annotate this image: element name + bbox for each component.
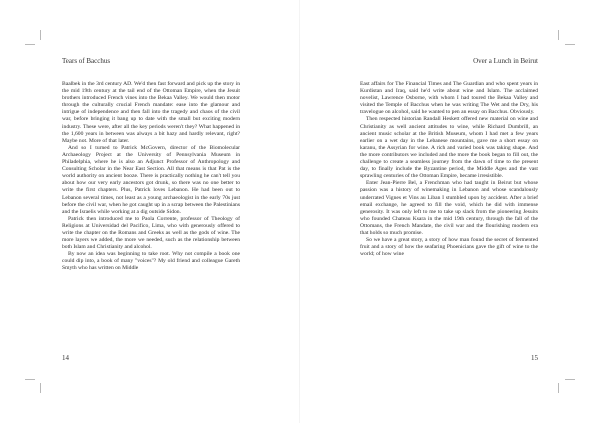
running-head: Over a Lunch in Beirut	[473, 57, 538, 65]
body-text	[62, 81, 240, 273]
body-text	[360, 81, 538, 258]
crop-mark	[565, 44, 575, 45]
paragraph: And so I turned to Patrick McGovern, director of the Biomolecular Archaeology Project at the University of Pennsylvania Museum in Philadelphia, where he is also an Adjunct Professor of Anthropology and Consulting Scholar in the Near East Section. All that means is that Pat is the world authority on ancient booze. There is practically nothing he can't tell you about how our very early ancestors got drunk, so there was no one better to write the first chapters. Plus, Patrick loves Lebanon. He had been out to Lebanon several times, not least as a young archaeologist in the early 70s just before the civil war, when he got caught up in a scrap between the Palestinians and the Israelis while working at a dig outside Sidon.	[62, 144, 240, 215]
paragraph: East affairs for The Financial Times and The Guardian and who spent years in Kurdistan and Iraq, said he'd write about wine and Islam. The acclaimed novelist, Lawrence Osborne, with whom I had toured the Bekaa Valley and visited the Temple of Bacchus when he was writing The Wet and the Dry, his travelogue on alcohol, said he wanted to pen an essay on Bacchus. Obviously.	[360, 81, 538, 116]
paragraph: Patrick then introduced me to Paola Corrente, professor of Theology of Religions at Universidad del Pacifico, Lima, who with generously offered to write the chapter on the Romans and Greeks as well as the gods of wine. The more layers we added, the more we needed, such as the relationship between both Islam and Christianity and alcohol.	[62, 215, 240, 251]
crop-mark	[40, 383, 41, 393]
page-number: 14	[62, 354, 69, 362]
paragraph: Baalbek in the 3rd century AD. We'd then fast forward and pick up the story in the mid 19th century at the tail end of the Ottoman Empire, when the Jesuit brothers introduced French vines into the Bekaa Valley. We would then motor through the culturally crucial French mandate: ease into the glamour and intrigue of independence and then fall into the tragedy and chaos of the civil war, before bringing it bang up to date with the small but exciting modern industry. These were, after all the key periods weren't they? What happened in the 1,600 years in between was always a bit hazy and hardly relevant, right? Maybe not. More of that later.	[62, 81, 240, 144]
crop-mark	[25, 379, 35, 380]
crop-mark	[558, 383, 559, 393]
crop-mark	[40, 30, 41, 40]
paragraph: By now an idea was beginning to take root. Why not compile a book one could dip into, a book of many "voices"? My old friend and colleague Gareth Smyth who has written on Middle	[62, 251, 240, 272]
paragraph: So we have a great story, a story of how man found the secret of fermented fruit and a story of how the seafaring Phoenicians gave the gift of wine to the world; of how wine	[360, 237, 538, 258]
page-number: 15	[531, 354, 538, 362]
right-page	[300, 0, 600, 423]
running-head: Tears of Bacchus	[62, 57, 111, 65]
crop-mark	[558, 30, 559, 40]
paragraph: Enter Jean-Pierre Bel, a Frenchman who had taught in Beirut but whose passion was a history of winemaking in Lebanon and whose scandalously underrated Vignes et Vins au Liban I stumbled upon by accident. After a brief email exchange, he agreed to fill the void, which he did with immense generosity. It was only left to me to take up slack from the pioneering Jesuits who founded Chateau Ksara in the mid 19th century, through the fall of the Ottomans, the French Mandate, the civil war and the flourishing modern era that holds so much promise.	[360, 180, 538, 236]
crop-mark	[25, 44, 35, 45]
crop-mark	[565, 379, 575, 380]
paragraph: Then respected historian Randall Heskett offered new material on wine and Christianity as well ancient attitudes to wine, while Richard Dumbrill, an ancient music scholar at the British Museum, whom I had met a few years earlier on a wet day in the Lebanese mountains, gave me a short essay on karanu, the Assyrian for wine. A rich and varied book was taking shape. And the more contributors we included and the more the book began to fill out, the challenge to create a seamless journey from the dawn of time to the present day, to finally include the Byzantine period, the Middle Ages and the vast sprawling centuries of the Ottoman Empire, became irresistible.	[360, 116, 538, 180]
